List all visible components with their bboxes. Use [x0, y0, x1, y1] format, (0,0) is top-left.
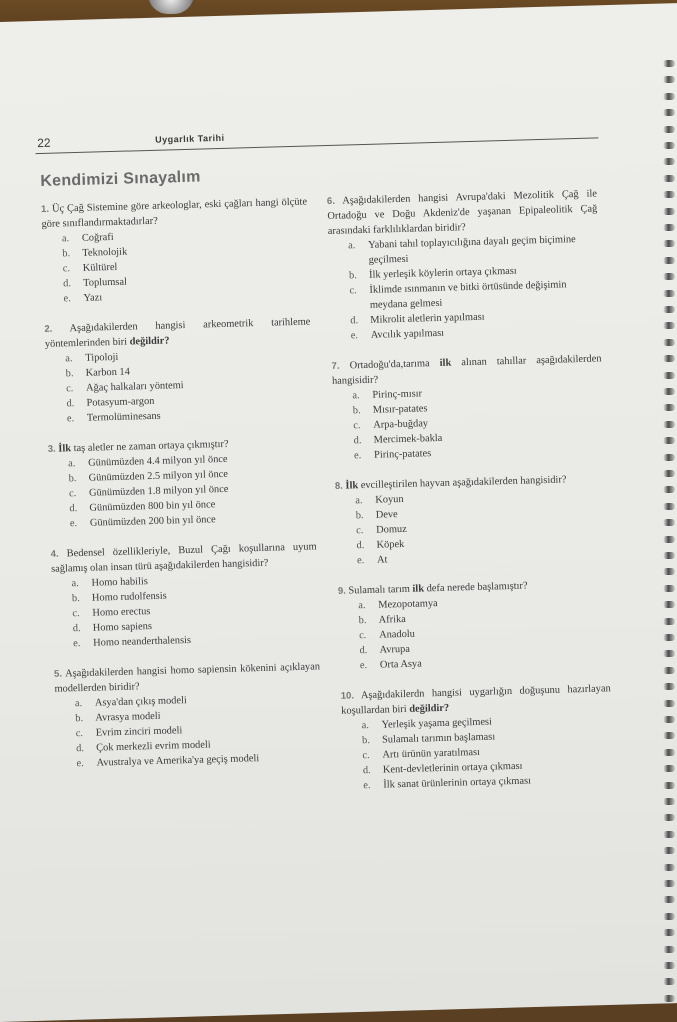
spiral-coil [663, 503, 675, 510]
question-1 [41, 195, 310, 307]
spiral-coil [663, 175, 675, 182]
option-text: Yabani tahıl toplayıcılığına dayalı geçim biçimine geçilmesi [368, 231, 599, 267]
book-page [0, 12, 677, 1021]
spiral-coil [663, 454, 675, 461]
option-letter: c. [349, 283, 370, 314]
question-stem-end: alınan tahıllar aşağıdakilerden hangisidir? [332, 353, 602, 387]
spiral-coil [663, 880, 675, 887]
question-emphasis: ilk [440, 358, 452, 369]
spiral-coil [663, 847, 675, 854]
spiral-coil [663, 552, 675, 559]
question-7 [331, 351, 604, 463]
spiral-coil [663, 962, 675, 969]
spiral-coil [663, 372, 675, 379]
option-list [42, 225, 310, 307]
spiral-coil [663, 749, 675, 756]
page-number: 22 [37, 136, 51, 150]
spiral-coil [663, 322, 675, 329]
spiral-coil [663, 585, 675, 592]
option-letter: d. [359, 643, 379, 659]
option-text: Teknolojik [82, 240, 308, 261]
option-letter: e. [76, 756, 96, 772]
option-text: Arpa-buğday [373, 411, 603, 432]
option-letter: e. [357, 553, 377, 569]
option-list [51, 569, 319, 651]
spiral-coil [663, 257, 675, 264]
question-stem-end: evcilleştirilen hayvan aşağıdakilerden hangisidir? [358, 474, 567, 491]
option-list [341, 711, 613, 794]
option-list [332, 381, 604, 464]
option-text: Avrupa [379, 636, 609, 657]
option-text: Sulamalı tarımın başlaması [382, 726, 612, 747]
option-text: Coğrafi [82, 225, 308, 246]
option-list [338, 591, 610, 674]
option-text: İlk yerleşik köylerin ortaya çıkması [369, 261, 599, 282]
spiral-coil [663, 470, 675, 477]
option-list [48, 449, 316, 531]
option-list [328, 231, 601, 343]
option-letter: e. [67, 411, 87, 427]
question-stem: Sulamalı tarım [348, 584, 412, 597]
option-list [45, 345, 313, 427]
option-text: Deve [376, 501, 606, 522]
spiral-coil [663, 864, 675, 871]
option-text: Çok merkezli evrim modeli [96, 734, 322, 755]
spiral-coil [663, 782, 675, 789]
option-letter: b. [68, 471, 88, 487]
option-text: Asya'dan çıkış modeli [95, 689, 321, 710]
spiral-coil [663, 995, 675, 1002]
option-letter: a. [361, 718, 381, 734]
option-text: Mercimek-bakla [373, 426, 603, 447]
question-stem: Üç Çağ Sistemine göre arkeologlar, eski çağları hangi ölçüte göre sınıflandırmaktadırlar? [41, 197, 307, 230]
spiral-coil [663, 568, 675, 575]
question-9 [338, 576, 610, 674]
option-letter: c. [362, 748, 382, 764]
question-stem: Ortadoğu'da,tarıma [349, 358, 439, 372]
question-stem-end: defa nerede başlamıştır? [424, 581, 528, 595]
option-letter: a. [65, 351, 85, 367]
option-text: Pirinç-mısır [372, 381, 602, 402]
option-text: Karbon 14 [85, 359, 311, 380]
spiral-coil [663, 716, 675, 723]
running-title: Uygarlık Tarihi [155, 133, 225, 145]
question-emphasis: İlk [345, 480, 358, 491]
spiral-coil [663, 700, 675, 707]
option-letter: d. [363, 763, 383, 779]
left-column [41, 195, 323, 787]
question-stem: Aşağıdakilerden hangisi homo sapiensin kökenini açıklayan modellerden biridir? [54, 661, 320, 694]
option-letter: e. [70, 516, 90, 532]
question-number: 10. [341, 690, 355, 701]
option-letter: b. [359, 613, 379, 629]
question-emphasis: İlk [58, 443, 71, 454]
option-list [55, 689, 323, 771]
question-text [327, 186, 598, 239]
question-stem: Aşağıdakilerden hangisi Avrupa'daki Mezolitik Çağ ile Ortadoğu ve Doğu Akdeniz'de yaşanan Epipaleolitik Çağ arasındaki farklılıklardan biridir? [327, 188, 597, 237]
spiral-coil [663, 486, 675, 493]
spiral-coil [663, 421, 675, 428]
spiral-coil [663, 76, 675, 83]
option-text: Yerleşik yaşama geçilmesi [381, 711, 611, 732]
option-letter: e. [360, 658, 380, 674]
question-number: 1. [41, 204, 49, 215]
spiral-coil [663, 404, 675, 411]
spiral-coil [663, 978, 675, 985]
option-text: Yazı [83, 285, 309, 306]
question-8 [335, 471, 607, 569]
option-letter: b. [72, 591, 92, 607]
spiral-coil [663, 650, 675, 657]
question-number: 6. [327, 196, 335, 207]
option-text: Potasyum-argon [86, 389, 312, 410]
option-text: Toplumsal [83, 270, 309, 291]
option-text: Evrim zinciri modeli [96, 719, 322, 740]
option-text: Anadolu [379, 621, 609, 642]
option-text: Tipoloji [85, 345, 311, 366]
option-letter: a. [68, 456, 88, 472]
spiral-coil [663, 618, 675, 625]
option-text: İklimde ısınmanın ve bitki örtüsünde değişimin meydana gelmesi [369, 276, 600, 312]
spiral-coil [663, 683, 675, 690]
spiral-coil [663, 273, 675, 280]
option-letter: c. [76, 726, 96, 742]
spiral-coil [663, 388, 675, 395]
option-text: Günümüzden 4.4 milyon yıl önce [88, 449, 314, 470]
question-6 [327, 186, 601, 343]
option-text: Mısır-patates [373, 396, 603, 417]
question-number: 3. [48, 444, 56, 455]
spiral-coil [663, 765, 675, 772]
option-text: Mezopotamya [378, 591, 608, 612]
question-number: 8. [335, 481, 343, 492]
spiral-coil [663, 240, 675, 247]
option-letter: c. [69, 486, 89, 502]
spiral-coil [663, 913, 675, 920]
option-letter: d. [76, 741, 96, 757]
option-letter: e. [363, 778, 383, 794]
option-letter: b. [353, 403, 373, 419]
question-number: 4. [51, 549, 59, 560]
option-text: Ağaç halkaları yöntemi [86, 374, 312, 395]
spiral-coil [663, 519, 675, 526]
option-letter: e. [73, 636, 93, 652]
spiral-coil [663, 831, 675, 838]
option-letter: a. [355, 493, 375, 509]
option-text: Avrasya modeli [95, 704, 321, 725]
spiral-coil [663, 290, 675, 297]
option-letter: d. [69, 501, 89, 517]
spiral-coil [663, 208, 675, 215]
question-10 [341, 681, 614, 793]
spiral-coil [663, 896, 675, 903]
question-emphasis: değildir? [130, 335, 170, 347]
question-5 [54, 659, 323, 771]
option-letter: a. [352, 388, 372, 404]
question-emphasis: değildir? [409, 703, 449, 715]
question-emphasis: ilk [412, 583, 424, 594]
option-letter: c. [353, 418, 373, 434]
option-text: Pirinç-patates [374, 441, 604, 462]
question-stem: Aşağıdakilerdn hangisi uygarlığın doğuşunu hazırlayan koşullardan biri [341, 683, 611, 717]
option-text: Kent-devletlerinin ortaya çıkması [383, 756, 613, 777]
option-letter: a. [75, 696, 95, 712]
option-text: Günümüzden 800 bin yıl önce [89, 494, 315, 515]
option-text: Termolüminesans [87, 404, 313, 425]
option-text: Afrika [378, 606, 608, 627]
question-2 [44, 315, 313, 427]
spiral-coil [663, 601, 675, 608]
question-number: 2. [44, 324, 52, 335]
option-letter: a. [71, 576, 91, 592]
option-text: Mikrolit aletlerin yapılması [370, 306, 600, 327]
option-text: Orta Asya [380, 651, 610, 672]
option-letter: d. [73, 621, 93, 637]
option-letter: c. [66, 381, 86, 397]
option-text: At [377, 546, 607, 567]
option-text: Avustralya ve Amerika'ya geçiş modeli [96, 749, 322, 770]
option-letter: b. [356, 508, 376, 524]
spiral-binding [657, 60, 677, 1010]
question-3 [48, 434, 316, 531]
option-letter: c. [63, 261, 83, 277]
question-4 [51, 539, 320, 651]
question-stem: Bedensel özellikleriyle, Buzul Çağı koşullarına uyum sağlamış olan insan türü aşağıdakilerden hangisidir? [51, 541, 317, 574]
section-title: Kendimizi Sınayalım [40, 169, 201, 191]
option-letter: e. [354, 448, 374, 464]
option-letter: c. [356, 523, 376, 539]
question-number: 9. [338, 586, 346, 597]
option-letter: d. [63, 276, 83, 292]
question-number: 7. [331, 361, 339, 372]
spiral-coil [663, 536, 675, 543]
spiral-coil [663, 109, 675, 116]
spiral-coil [663, 60, 675, 67]
option-letter: b. [75, 711, 95, 727]
spiral-coil [663, 798, 675, 805]
option-letter: b. [362, 733, 382, 749]
option-text: Homo sapiens [93, 614, 319, 635]
header-rule [36, 137, 599, 154]
spiral-coil [663, 437, 675, 444]
option-text: Homo rudolfensis [92, 584, 318, 605]
option-text: Koyun [375, 486, 605, 507]
option-letter: d. [66, 396, 86, 412]
spiral-coil [663, 93, 675, 100]
option-text: Domuz [376, 516, 606, 537]
option-letter: e. [351, 328, 371, 344]
spiral-coil [663, 142, 675, 149]
spiral-coil [663, 355, 675, 362]
option-letter: a. [358, 598, 378, 614]
option-letter: b. [349, 268, 369, 284]
spiral-coil [663, 306, 675, 313]
option-text: Köpek [376, 531, 606, 552]
spiral-coil [663, 946, 675, 953]
option-text: Homo erectus [92, 599, 318, 620]
option-letter: b. [62, 246, 82, 262]
option-text: Günümüzden 200 bin yıl önce [90, 509, 316, 530]
spiral-coil [663, 224, 675, 231]
spiral-coil [663, 814, 675, 821]
option-letter: d. [350, 313, 370, 329]
option-letter: b. [65, 366, 85, 382]
option-text: Günümüzden 2.5 milyon yıl önce [88, 464, 314, 485]
option-list [335, 486, 607, 569]
question-stem: Aşağıdakilerden hangisi arkeometrik tarihleme yöntemlerinden biri [45, 317, 311, 350]
option-text: İlk sanat ürünlerinin ortaya çıkması [383, 771, 613, 792]
option-letter: a. [62, 231, 82, 247]
option-letter: c. [359, 628, 379, 644]
option-letter: d. [353, 433, 373, 449]
question-stem-end: taş aletler ne zaman ortaya çıkmıştır? [71, 439, 229, 454]
spiral-coil [663, 732, 675, 739]
option-text: Homo habilis [91, 569, 317, 590]
option-text: Günümüzden 1.8 milyon yıl önce [89, 479, 315, 500]
spiral-coil [663, 667, 675, 674]
right-column [327, 186, 614, 808]
option-text: Homo neanderthalensis [93, 629, 319, 650]
spiral-coil [663, 929, 675, 936]
spiral-coil [663, 339, 675, 346]
option-text: Artı ürünün yaratılması [382, 741, 612, 762]
spiral-coil [663, 126, 675, 133]
option-text: Avcılık yapılması [371, 321, 601, 342]
question-number: 5. [54, 669, 62, 680]
option-letter: d. [356, 538, 376, 554]
option-text: Kültürel [83, 255, 309, 276]
spiral-coil [663, 158, 675, 165]
spiral-coil [663, 191, 675, 198]
option-letter: c. [72, 606, 92, 622]
option-letter: e. [63, 291, 83, 307]
spiral-coil [663, 634, 675, 641]
option-letter: a. [348, 238, 369, 269]
